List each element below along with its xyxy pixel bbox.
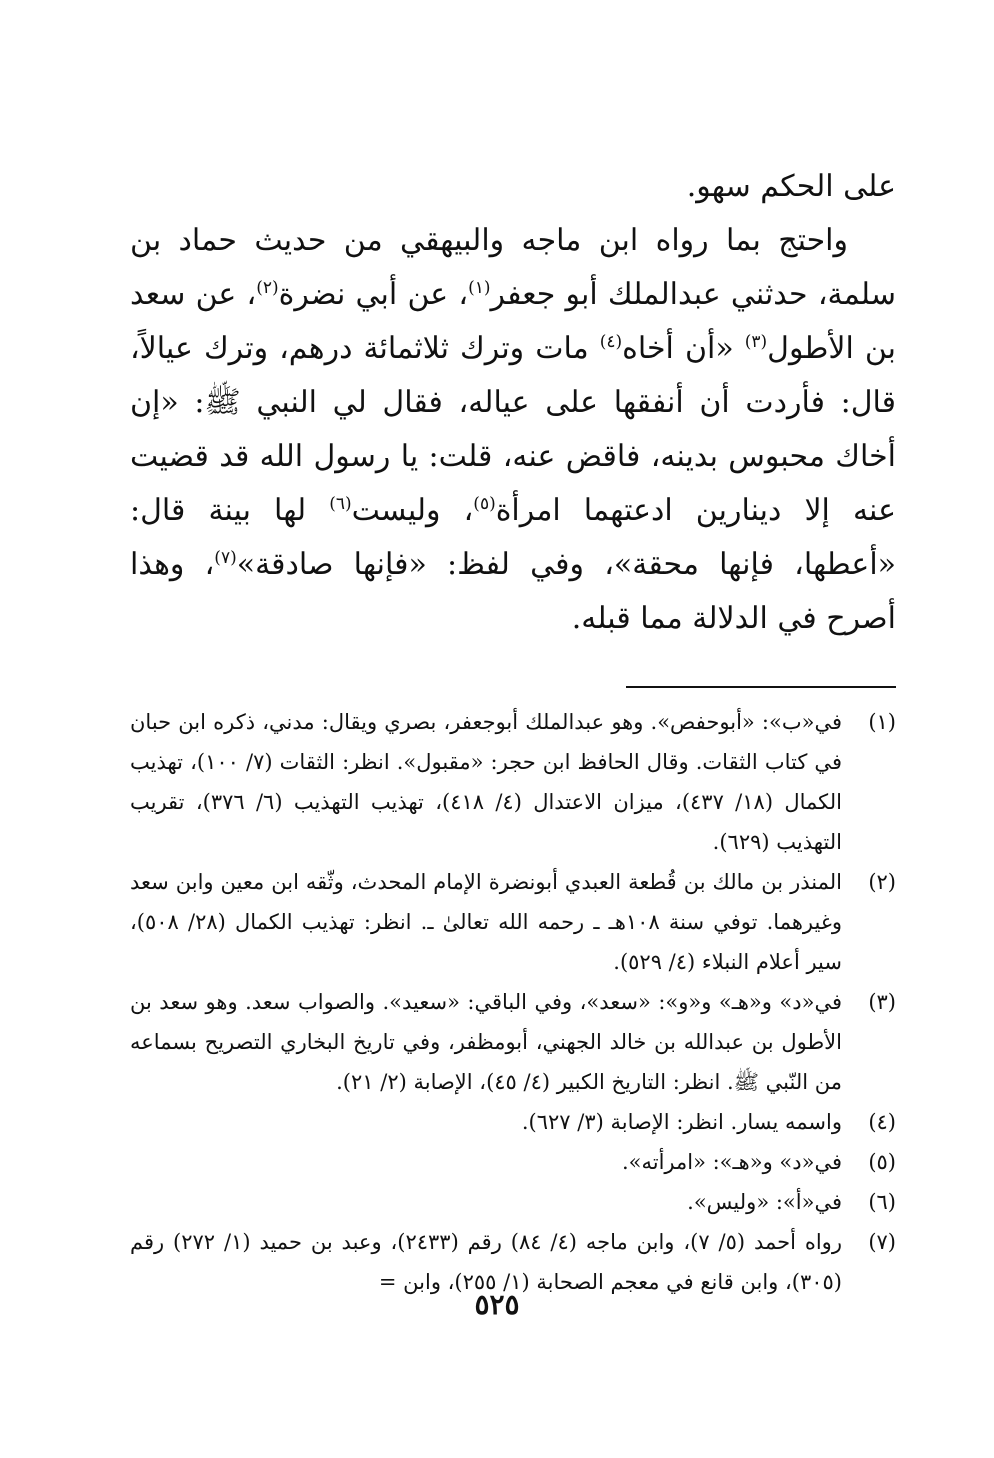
main-text xyxy=(130,160,896,646)
footnote-marker-2: (٢) xyxy=(256,278,279,298)
lead-line: على الحكم سهو. xyxy=(686,169,896,204)
footnote-marker-5: (٥) xyxy=(473,494,496,514)
footnote-number: (٤) xyxy=(868,1110,896,1134)
footnote-4 xyxy=(130,1102,896,1142)
footnote-5 xyxy=(130,1142,896,1182)
footnote-number: (٥) xyxy=(868,1150,896,1174)
footnote-marker-4: (٤) xyxy=(599,332,623,352)
footnote-marker-1: (١) xyxy=(468,278,491,298)
footnote-text: المنذر بن مالك بن قُطعة العبدي أبونضرة الإمام المحدث، وثّقه ابن معين وابن سعد وغيرهما. توفي سنة ١٠٨هـ ـ رحمه الله تعالىٰ ـ. انظر: تهذيب الكمال (٢٨/ ٥٠٨)، سير أعلام النبلاء (٤/ ٥٢٩). xyxy=(130,870,842,974)
footnote-separator xyxy=(626,686,896,688)
footnote-text: في«أ»: «وليس». xyxy=(687,1190,842,1214)
text-run: ، وهذا أصرح في الدلالة مما قبله. xyxy=(130,547,896,636)
text-run: ، وليست xyxy=(351,493,474,528)
footnote-marker-3: (٣) xyxy=(744,332,768,352)
footnote-3 xyxy=(130,982,896,1102)
footnote-2 xyxy=(130,862,896,982)
footnote-marker-7: (٧) xyxy=(214,548,237,568)
footnote-text: في«د» و«هـ» و«و»: «سعد»، وفي الباقي: «سعيد». والصواب سعد. وهو سعد بن الأطول بن عبدالله بن خالد الجهني، أبومظفر، وفي تاريخ البخاري التصريح بسماعه من النّبي ﷺ. انظر: التاريخ الكبير (٤/ ٤٥)، الإصابة (٢/ ٢١). xyxy=(130,990,842,1094)
page-content xyxy=(130,160,896,1302)
main-paragraph xyxy=(130,214,896,646)
footnote-number: (٣) xyxy=(868,990,896,1014)
footnote-6 xyxy=(130,1182,896,1222)
footnote-1 xyxy=(130,702,896,862)
page-number: ٥٢٥ xyxy=(474,1288,520,1321)
footnote-marker-6: (٦) xyxy=(329,494,352,514)
footnote-number: (٧) xyxy=(868,1230,896,1254)
text-run: «أن أخاه xyxy=(622,331,745,366)
text-run: واحتج بما رواه ابن ماجه والبيهقي من حديث حماد بن سلمة، حدثني عبدالملك أبو جعفر xyxy=(130,223,896,312)
footnote-text: رواه أحمد (٥/ ٧)، وابن ماجه (٤/ ٨٤) رقم (٢٤٣٣)، وعبد بن حميد (١/ ٢٧٢) رقم (٣٠٥)، وابن قانع في معجم الصحابة (١/ ٢٥٥)، وابن = xyxy=(130,1230,842,1294)
footnotes xyxy=(130,702,896,1302)
footnote-number: (٦) xyxy=(868,1190,896,1214)
footnote-number: (٢) xyxy=(868,870,896,894)
text-run: لها بينة قال: «أعطها، فإنها محقة»، وفي لفظ: «فإنها صادقة» xyxy=(130,493,897,582)
footnote-number: (١) xyxy=(868,710,896,734)
footnote-text: في«د» و«هـ»: «امرأته». xyxy=(621,1150,842,1174)
text-run: مات وترك ثلاثمائة درهم، وترك عيالاً، قال: فأردت أن أنفقها على عياله، فقال لي النبي ﷺ: «إن أخاك محبوس بدينه، فاقض عنه، قلت: يا رسول الله قد قضيت عنه إلا دينارين ادعتهما امرأة xyxy=(130,331,896,528)
footnote-text: واسمه يسار. انظر: الإصابة (٣/ ٦٢٧). xyxy=(521,1110,842,1134)
footnote-text: في«ب»: «أبوحفص». وهو عبدالملك أبوجعفر، بصري ويقال: مدني، ذكره ابن حبان في كتاب الثقات. وقال الحافظ ابن حجر: «مقبول». انظر: الثقات (٧/ ١٠٠)، تهذيب الكمال (١٨/ ٤٣٧)، ميزان الاعتدال (٤/ ٤١٨)، تهذيب التهذيب (٦/ ٣٧٦)، تقريب التهذيب (٦٢٩). xyxy=(130,710,842,854)
text-run: ، عن سعد بن الأطول xyxy=(130,277,897,366)
text-run: ، عن أبي نضرة xyxy=(278,277,469,312)
